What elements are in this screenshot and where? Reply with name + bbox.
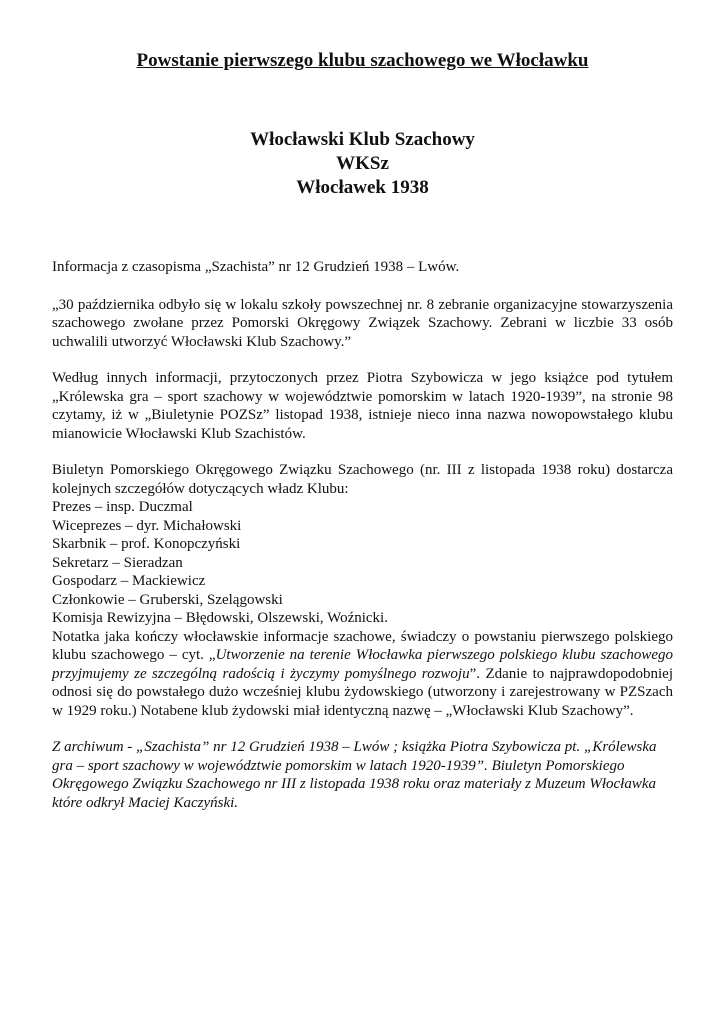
page-title: Powstanie pierwszego klubu szachowego we Włocławku [136,50,589,71]
officer-vice-president: Wiceprezes – dyr. Michałowski [52,517,242,534]
other-info-paragraph: Według innych informacji, przytoczonych przez Piotra Szybowicza w jego książce pod tytułem „Królewska gra – sport szachowy w województwie pomorskim w latach 1920-1939”, na stronie 98 czytamy, iż w „Biuletynie POZSz” listopad 1938, istnieje nieco inna nazwa nowopowstałego klubu mianowicie Włocławski Klub Szachistów. [52,370,673,442]
closing-note [52,628,673,721]
quote-paragraph: „30 października odbyło się w lokalu szkoły powszechnej nr. 8 zebranie organizacyjne stowarzyszenia szachowego zwołane przez Pomorski Okręgowy Związek Szachowy. Zebrani w liczbie 33 osób uchwalili utworzyć Włocławski Klub Szachowy.” [52,296,673,350]
archive-note: Z archiwum - „Szachista” nr 12 Grudzień 1938 – Lwów ; książka Piotra Szybowicza pt. „Królewska gra – sport szachowy w województwie pomorskim w latach 1920-1939”. Biuletyn Pomorskiego Okręgowego Związku Szachowego nr III z listopada 1938 roku oraz materiały z Muzeum Włocławka które odkrył Maciej Kaczyński. [52,739,657,811]
source-line: Informacja z czasopisma „Szachista” nr 12 Grudzień 1938 – Lwów. [52,259,460,275]
club-city-year: Włocławek 1938 [296,177,429,198]
club-name: Włocławski Klub Szachowy [250,129,475,150]
club-heading [52,128,673,200]
closing-note-part1: Notatka jaka kończy włocławskie informacje szachowe, świadczy o powstaniu pierwszego polskiego klubu szachowego – cyt. „ [52,628,673,663]
club-abbreviation: WKSz [336,153,389,174]
officer-president: Prezes – insp. Duczmal [52,499,193,515]
bulletin-intro: Biuletyn Pomorskiego Okręgowego Związku Szachowego (nr. III z listopada 1938 roku) dostarcza kolejnych szczegółów dotyczących władz Klubu: [52,462,673,497]
officer-audit-committee: Komisja Rewizyjna – Błędowski, Olszewski, Woźnicki. [52,610,388,626]
closing-note-quote: Utworzenie na terenie Włocławka pierwszego polskiego klubu szachowego przyjmujemy ze szczególną radością i życzymy pomyślnego rozwoju [52,647,674,682]
closing-note-part2: ”. Zdanie to najprawdopodobniej odnosi się do powstałego dużo wcześniej klubu żydowskiego (utworzony i zarejestrowany w PZSzach w 1929 roku.) Notabene klub żydowski miał identyczną nazwę – „Włocławski Klub Szachowy”. [52,665,673,719]
officer-list [52,498,673,628]
document-page [52,48,673,812]
officer-treasurer: Skarbnik – prof. Konopczyński [52,536,241,552]
bulletin-section [52,461,673,720]
officer-secretary: Sekretarz – Sieradzan [52,554,183,571]
officer-members: Członkowie – Gruberski, Szelągowski [52,591,283,608]
officer-steward: Gospodarz – Mackiewicz [52,573,206,589]
